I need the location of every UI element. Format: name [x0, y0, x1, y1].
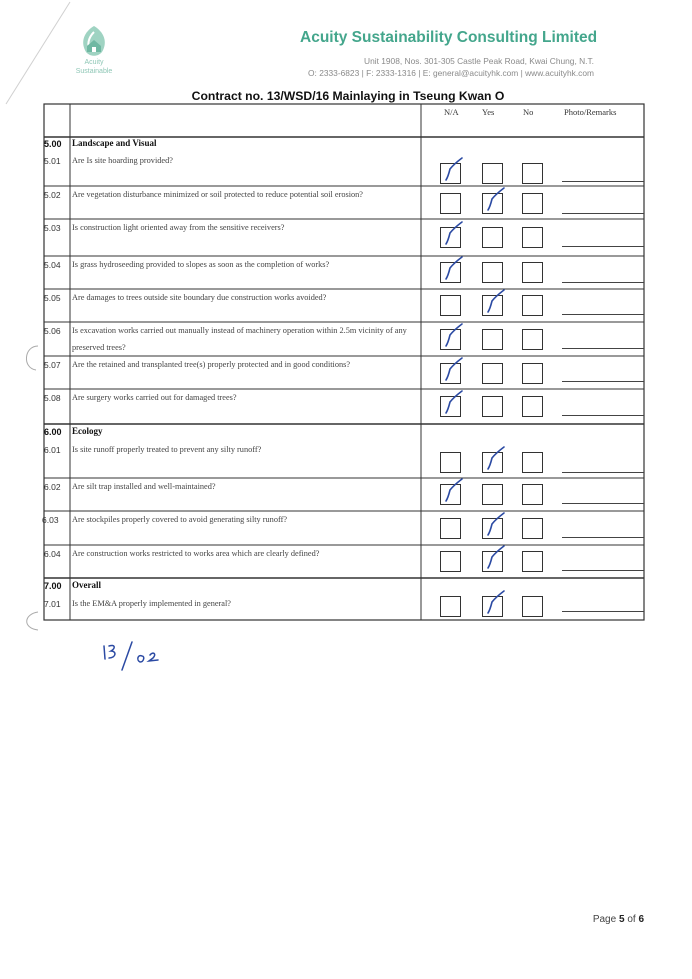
handwritten-date-text: 13/02: [138, 668, 141, 669]
item-question: Is grass hydroseeding provided to slopes as soon as the completion of works?: [72, 260, 330, 269]
item-number: 6.04: [44, 549, 61, 559]
check-mark-icon: [480, 510, 510, 540]
remarks-field[interactable]: [562, 213, 644, 214]
remarks-field[interactable]: [562, 415, 644, 416]
checkbox-no[interactable]: [522, 452, 543, 473]
checkbox-no[interactable]: [522, 396, 543, 417]
checkbox-na[interactable]: [440, 295, 461, 316]
section-title: Overall: [72, 580, 101, 590]
checkbox-yes[interactable]: [482, 227, 503, 248]
binder-mark-icon: [14, 340, 44, 380]
checkbox-yes[interactable]: [482, 396, 503, 417]
column-header-remarks: Photo/Remarks: [564, 107, 617, 117]
remarks-field[interactable]: [562, 611, 644, 612]
checkbox-no[interactable]: [522, 363, 543, 384]
item-question: Are vegetation disturbance minimized or soil protected to reduce potential soil erosion?: [72, 190, 363, 199]
item-question: Is the EM&A properly implemented in general?: [72, 599, 231, 608]
check-mark-icon: [480, 444, 510, 474]
checkbox-no[interactable]: [522, 518, 543, 539]
checkbox-na[interactable]: [440, 193, 461, 214]
section-number: 6.00: [44, 427, 62, 437]
address-line: Unit 1908, Nos. 301-305 Castle Peak Road, Kwai Chung, N.T.: [364, 56, 594, 66]
remarks-field[interactable]: [562, 181, 644, 182]
checkbox-yes[interactable]: [482, 329, 503, 350]
checkbox-no[interactable]: [522, 295, 543, 316]
item-number: 6.02: [44, 482, 61, 492]
item-question: Are stockpiles properly covered to avoid generating silty runoff?: [72, 515, 288, 524]
check-mark-icon: [438, 388, 468, 418]
item-question: Is construction light oriented away from the sensitive receivers?: [72, 223, 285, 232]
section-number: 5.00: [44, 139, 62, 149]
item-question: Are damages to trees outside site boundary due construction works avoided?: [72, 293, 327, 302]
logo-text: Acuity Sustainable: [75, 59, 113, 75]
item-question: Are the retained and transplanted tree(s) properly protected and in good conditions?: [72, 360, 351, 369]
remarks-field[interactable]: [562, 503, 644, 504]
item-number: 6.01: [44, 445, 61, 455]
checkbox-na[interactable]: [440, 551, 461, 572]
remarks-field[interactable]: [562, 537, 644, 538]
checkbox-no[interactable]: [522, 551, 543, 572]
item-question: Is excavation works carried out manually instead of machinery operation within 2.5m vicinity of any preserved trees?: [72, 326, 407, 352]
check-mark-icon: [480, 588, 510, 618]
binder-mark-icon: [14, 608, 44, 638]
checkbox-na[interactable]: [440, 452, 461, 473]
checkbox-na[interactable]: [440, 596, 461, 617]
item-number: 5.04: [44, 260, 61, 270]
item-number: 6.03: [42, 515, 59, 525]
item-number: 5.05: [44, 293, 61, 303]
page-number: Page 5 of 6: [592, 914, 644, 925]
check-mark-icon: [438, 355, 468, 385]
remarks-field[interactable]: [562, 314, 644, 315]
checkbox-yes[interactable]: [482, 163, 503, 184]
column-header-na: N/A: [444, 107, 459, 117]
remarks-field[interactable]: [562, 246, 644, 247]
checkbox-yes[interactable]: [482, 484, 503, 505]
checkbox-no[interactable]: [522, 193, 543, 214]
item-number: 5.02: [44, 190, 61, 200]
item-number: 5.01: [44, 156, 61, 166]
item-number: 5.03: [44, 223, 61, 233]
column-header-yes: Yes: [482, 107, 495, 117]
checkbox-no[interactable]: [522, 262, 543, 283]
handwritten-date: [98, 638, 178, 672]
remarks-field[interactable]: [562, 570, 644, 571]
check-mark-icon: [438, 254, 468, 284]
remarks-field[interactable]: [562, 282, 644, 283]
remarks-field[interactable]: [562, 381, 644, 382]
contact-line: O: 2333-6823 | F: 2333-1316 | E: general@acuityhk.com | www.acuityhk.com: [308, 68, 594, 78]
item-question: Are Is site hoarding provided?: [72, 156, 173, 165]
check-mark-icon: [438, 476, 468, 506]
checkbox-yes[interactable]: [482, 262, 503, 283]
item-question: Is site runoff properly treated to prevent any silty runoff?: [72, 445, 262, 454]
item-number: 5.06: [44, 326, 61, 336]
checkbox-na[interactable]: [440, 518, 461, 539]
remarks-field[interactable]: [562, 348, 644, 349]
check-mark-icon: [480, 543, 510, 573]
checkbox-no[interactable]: [522, 163, 543, 184]
section-number: 7.00: [44, 581, 62, 591]
checkbox-yes[interactable]: [482, 363, 503, 384]
check-mark-icon: [438, 155, 468, 185]
item-question: Are surgery works carried out for damaged trees?: [72, 393, 237, 402]
item-number: 5.07: [44, 360, 61, 370]
section-title: Landscape and Visual: [72, 138, 157, 148]
checkbox-no[interactable]: [522, 484, 543, 505]
check-mark-icon: [480, 185, 510, 215]
checkbox-no[interactable]: [522, 227, 543, 248]
item-question: Are construction works restricted to works area which are clearly defined?: [72, 549, 320, 558]
item-number: 5.08: [44, 393, 61, 403]
item-number: 7.01: [44, 599, 61, 609]
remarks-field[interactable]: [562, 472, 644, 473]
company-name: Acuity Sustainability Consulting Limited: [300, 29, 598, 46]
contract-title: Contract no. 13/WSD/16 Mainlaying in Tseung Kwan O: [191, 89, 505, 103]
checkbox-no[interactable]: [522, 596, 543, 617]
item-question: Are silt trap installed and well-maintained?: [72, 482, 216, 491]
checkbox-no[interactable]: [522, 329, 543, 350]
check-mark-icon: [438, 321, 468, 351]
check-mark-icon: [438, 219, 468, 249]
section-title: Ecology: [72, 426, 103, 436]
check-mark-icon: [480, 287, 510, 317]
column-header-no: No: [523, 107, 534, 117]
